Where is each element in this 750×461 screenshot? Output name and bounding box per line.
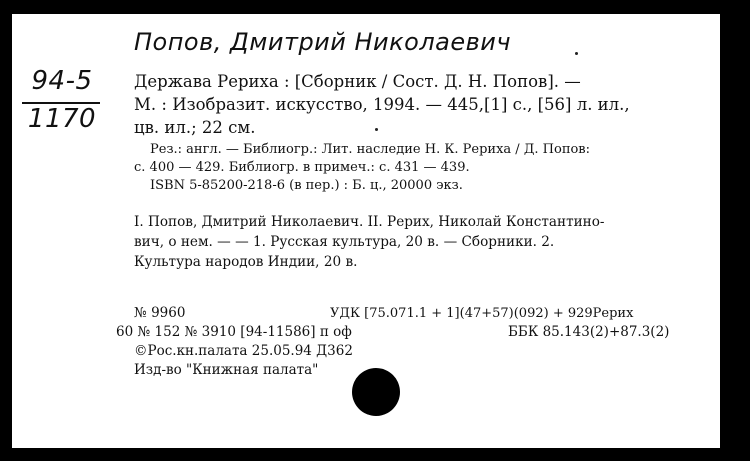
tracings-line-2: вич, о нем. — — 1. Русская культура, 20 в. — Сборники. 2. [134, 234, 555, 250]
entry-collation-line: цв. ил.; 22 см. [134, 118, 256, 137]
punch-hole [352, 368, 400, 416]
entry-note-line-2: с. 400 — 429. Библиогр. в примеч.: с. 431 — 439. [134, 160, 470, 175]
speck [575, 52, 578, 55]
catalog-card [12, 14, 720, 448]
shelf-mark-bottom: 1170 [27, 104, 97, 134]
card-number: № 9960 [134, 305, 186, 321]
entry-title-line: Держава Рериха : [Сборник / Сост. Д. Н. Попов]. — [134, 72, 581, 91]
tracings-line-1: I. Попов, Дмитрий Николаевич. II. Рерих, Николай Константино- [134, 214, 605, 230]
registration-line: 60 № 152 № 3910 [94-11586] п оф [116, 324, 352, 340]
tracings-line-3: Культура народов Индии, 20 в. [134, 254, 358, 270]
entry-imprint-line: М. : Изобразит. искусство, 1994. — 445,[1] с., [56] л. ил., [134, 95, 630, 114]
publisher-name: Изд-во "Книжная палата" [134, 362, 319, 378]
entry-note-line-1: Рез.: англ. — Библиогр.: Лит. наследие Н. К. Рериха / Д. Попов: [150, 142, 591, 157]
shelf-mark-top: 94-5 [31, 66, 93, 96]
entry-isbn: ISBN 5-85200-218-6 (в пер.) : Б. ц., 20000 экз. [150, 178, 463, 193]
speck [375, 128, 378, 131]
handwritten-author: Попов, Дмитрий Николаевич [134, 28, 512, 56]
udk-code: УДК [75.071.1 + 1](47+57)(092) + 929Рерих [330, 306, 634, 321]
book-chamber-stamp: ©Рос.кн.палата 25.05.94 Д362 [134, 343, 353, 359]
bbk-code: ББК 85.143(2)+87.3(2) [508, 324, 670, 340]
